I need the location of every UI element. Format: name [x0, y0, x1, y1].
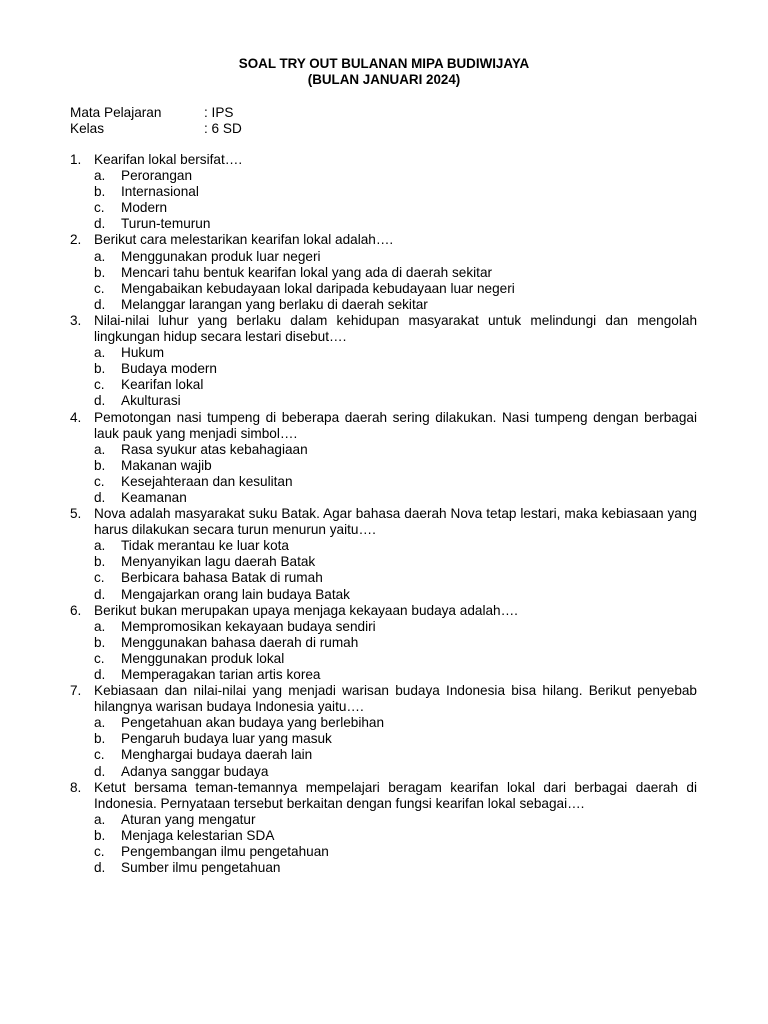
option-text: Pengaruh budaya luar yang masuk — [121, 731, 332, 747]
question-text: Pemotongan nasi tumpeng di beberapa daerah sering dilakukan. Nasi tumpeng dengan berbagai lauk pauk yang menjadi simbol…. — [94, 409, 697, 441]
option-text: Menjaga kelestarian SDA — [121, 827, 275, 843]
answer-options — [94, 442, 697, 506]
option-letter: b. — [94, 554, 106, 570]
answer-option — [94, 554, 697, 570]
option-letter: a. — [94, 248, 106, 264]
question-item — [70, 410, 697, 507]
option-text: Sumber ilmu pengetahuan — [121, 860, 281, 876]
answer-options — [94, 249, 697, 313]
question-body — [94, 780, 697, 877]
answer-option — [94, 731, 697, 747]
question-text: Kearifan lokal bersifat…. — [94, 152, 243, 167]
question-body — [94, 313, 697, 410]
answer-option — [94, 216, 697, 232]
class-row — [70, 121, 242, 137]
option-letter: c. — [94, 844, 105, 860]
question-number: 8. — [70, 779, 82, 795]
option-text: Turun-temurun — [121, 216, 211, 232]
option-letter: a. — [94, 345, 106, 361]
option-text: Adanya sanggar budaya — [121, 763, 269, 779]
answer-option — [94, 715, 697, 731]
option-text: Perorangan — [121, 168, 193, 184]
question-body — [94, 683, 697, 780]
class-value: : 6 SD — [204, 121, 242, 136]
option-text: Berbicara bahasa Batak di rumah — [121, 570, 323, 586]
question-number: 7. — [70, 683, 82, 699]
question-text: Nilai-nilai luhur yang berlaku dalam kehidupan masyarakat untuk melindungi dan mengolah lingkungan hidup secara lestari disebut…. — [94, 312, 697, 345]
option-text: Mempromosikan kekayaan budaya sendiri — [121, 618, 376, 634]
option-text: Menggunakan produk lokal — [121, 650, 285, 666]
option-text: Menyanyikan lagu daerah Batak — [121, 554, 316, 570]
option-letter: d. — [94, 586, 106, 602]
answer-option — [94, 297, 697, 313]
option-text: Rasa syukur atas kebahagiaan — [121, 441, 308, 457]
answer-option — [94, 361, 697, 377]
option-letter: b. — [94, 184, 106, 200]
option-letter: b. — [94, 457, 106, 473]
answer-option — [94, 570, 697, 586]
answer-option — [94, 458, 697, 474]
answer-option — [94, 667, 697, 683]
question-item — [70, 232, 697, 312]
option-letter: c. — [94, 200, 105, 216]
answer-option — [94, 764, 697, 780]
option-letter: b. — [94, 361, 106, 377]
option-text: Mengajarkan orang lain budaya Batak — [121, 586, 350, 602]
question-list — [70, 152, 697, 876]
answer-option — [94, 828, 697, 844]
option-text: Kearifan lokal — [121, 377, 204, 393]
option-letter: d. — [94, 296, 106, 312]
answer-option — [94, 587, 697, 603]
answer-option — [94, 635, 697, 651]
question-item — [70, 603, 697, 683]
option-letter: d. — [94, 860, 106, 876]
answer-option — [94, 474, 697, 490]
answer-option — [94, 281, 697, 297]
question-item — [70, 313, 697, 410]
answer-option — [94, 168, 697, 184]
document-subtitle: (BULAN JANUARI 2024) — [307, 72, 461, 87]
question-number: 3. — [70, 312, 82, 328]
question-body — [94, 232, 697, 312]
option-text: Internasional — [121, 184, 199, 200]
option-letter: c. — [94, 650, 105, 666]
answer-options — [94, 168, 697, 232]
option-letter: a. — [94, 168, 106, 184]
question-text: Ketut bersama teman-temannya mempelajari beragam kearifan lokal dari berbagai daerah di Indonesia. Pernyataan tersebut berkaitan dengan fungsi kearifan lokal sebagai…. — [94, 779, 697, 811]
question-body — [94, 603, 697, 683]
subject-row — [70, 105, 233, 121]
option-letter: c. — [94, 747, 105, 763]
option-letter: d. — [94, 216, 106, 232]
option-letter: b. — [94, 264, 106, 280]
option-letter: c. — [94, 570, 105, 586]
question-number: 4. — [70, 409, 82, 425]
answer-option — [94, 812, 697, 828]
question-text: Kebiasaan dan nilai-nilai yang menjadi warisan budaya Indonesia bisa hilang. Berikut penyebab hilangnya warisan budaya Indonesia yaitu…. — [94, 683, 697, 715]
option-letter: a. — [94, 538, 106, 554]
option-letter: c. — [94, 377, 105, 393]
question-number: 5. — [70, 506, 82, 522]
answer-option — [94, 184, 697, 200]
option-letter: a. — [94, 441, 106, 457]
answer-option — [94, 651, 697, 667]
question-text: Nova adalah masyarakat suku Batak. Agar bahasa daerah Nova tetap lestari, maka kebiasaan yang harus dilakukan secara turun menurun yaitu…. — [94, 506, 697, 538]
answer-options — [94, 812, 697, 876]
option-text: Mengabaikan kebudayaan lokal daripada kebudayaan luar negeri — [121, 280, 515, 296]
option-letter: c. — [94, 280, 105, 296]
option-text: Modern — [121, 200, 168, 216]
option-text: Memperagakan tarian artis korea — [121, 667, 321, 682]
option-text: Tidak merantau ke luar kota — [121, 538, 289, 554]
class-label: Kelas — [70, 121, 105, 136]
answer-option — [94, 249, 697, 265]
option-text: Akulturasi — [121, 393, 181, 409]
question-item — [70, 152, 697, 232]
answer-options — [94, 715, 697, 779]
option-text: Mencari tahu bentuk kearifan lokal yang ada di daerah sekitar — [121, 264, 493, 280]
answer-option — [94, 393, 697, 409]
answer-option — [94, 490, 697, 506]
subject-value: : IPS — [204, 105, 234, 120]
option-text: Pengembangan ilmu pengetahuan — [121, 844, 329, 860]
answer-option — [94, 345, 697, 361]
answer-option — [94, 747, 697, 763]
subject-label: Mata Pelajaran — [70, 105, 162, 120]
option-letter: d. — [94, 489, 106, 505]
answer-option — [94, 860, 697, 876]
option-letter: a. — [94, 618, 106, 634]
question-body — [94, 410, 697, 507]
answer-option — [94, 442, 697, 458]
option-text: Aturan yang mengatur — [121, 811, 256, 827]
option-letter: b. — [94, 827, 106, 843]
option-letter: b. — [94, 634, 106, 650]
question-body — [94, 506, 697, 603]
option-text: Kesejahteraan dan kesulitan — [121, 473, 293, 489]
question-item — [70, 780, 697, 877]
option-letter: b. — [94, 731, 106, 747]
question-number: 1. — [70, 152, 82, 167]
document-title: SOAL TRY OUT BULANAN MIPA BUDIWIJAYA — [238, 56, 530, 71]
question-body — [94, 152, 697, 232]
option-text: Budaya modern — [121, 361, 217, 377]
option-text: Hukum — [121, 345, 165, 361]
option-letter: d. — [94, 393, 106, 409]
question-text: Berikut bukan merupakan upaya menjaga kekayaan budaya adalah…. — [94, 602, 518, 618]
answer-option — [94, 844, 697, 860]
question-item — [70, 683, 697, 780]
option-text: Menggunakan bahasa daerah di rumah — [121, 634, 359, 650]
question-number: 2. — [70, 232, 82, 248]
answer-option — [94, 200, 697, 216]
answer-options — [94, 538, 697, 602]
question-item — [70, 506, 697, 603]
answer-option — [94, 538, 697, 554]
option-letter: c. — [94, 473, 105, 489]
option-text: Melanggar larangan yang berlaku di daerah sekitar — [121, 296, 428, 312]
answer-option — [94, 377, 697, 393]
option-text: Menggunakan produk luar negeri — [121, 248, 321, 264]
option-text: Keamanan — [121, 489, 187, 505]
answer-option — [94, 265, 697, 281]
option-letter: a. — [94, 811, 106, 827]
option-letter: d. — [94, 763, 106, 779]
answer-options — [94, 345, 697, 409]
option-letter: a. — [94, 715, 106, 731]
answer-options — [94, 619, 697, 683]
option-letter: d. — [94, 667, 106, 682]
option-text: Makanan wajib — [121, 457, 212, 473]
question-text: Berikut cara melestarikan kearifan lokal adalah…. — [94, 232, 394, 248]
option-text: Pengetahuan akan budaya yang berlebihan — [121, 715, 385, 731]
question-number: 6. — [70, 602, 82, 618]
answer-option — [94, 619, 697, 635]
option-text: Menghargai budaya daerah lain — [121, 747, 313, 763]
